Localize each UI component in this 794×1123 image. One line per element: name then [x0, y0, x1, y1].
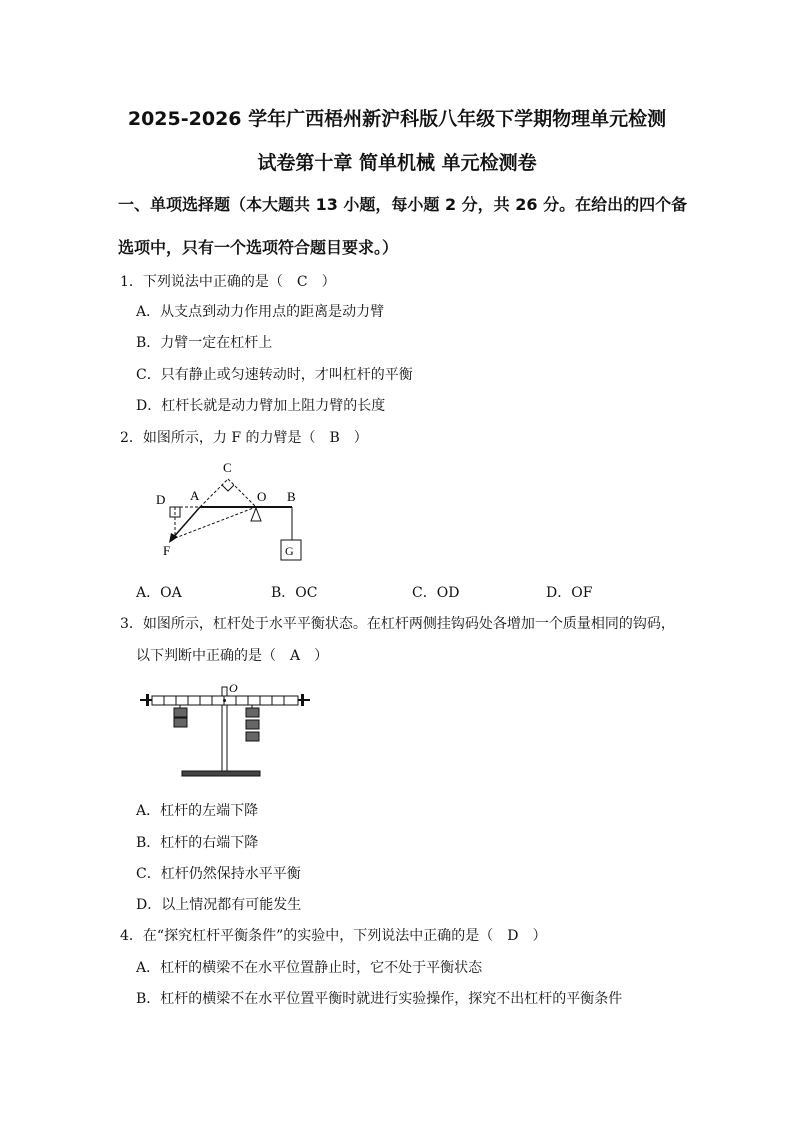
pivot-point	[223, 699, 226, 702]
label-b: B	[287, 489, 296, 504]
question-1-option-b: B．力臂一定在杠杆上	[136, 335, 273, 351]
question-1-option-a: A．从支点到动力作用点的距离是动力臂	[136, 304, 385, 320]
pivot-clip	[222, 687, 227, 696]
label-o: O	[257, 489, 267, 504]
right-weight-3	[246, 732, 259, 741]
question-1-stem: 1．下列说法中正确的是（ C ）	[120, 274, 336, 290]
page-title-line1: 2025-2026 学年广西梧州新沪科版八年级下学期物理单元检测	[127, 108, 667, 130]
question-3-option-d: D．以上情况都有可能发生	[136, 897, 302, 913]
question-2-option-c: C．OD	[412, 585, 460, 601]
question-1-option-d: D．杠杆长就是动力臂加上阻力臂的长度	[136, 398, 386, 414]
question-2-stem: 2．如图所示，力 F 的力臂是（ B ）	[120, 430, 368, 446]
rod-right-stop	[301, 694, 304, 706]
right-angle-mark-c	[222, 485, 234, 491]
arm-line-of	[170, 507, 256, 540]
right-weight-1	[246, 708, 259, 717]
question-2-option-a: A．OA	[136, 585, 182, 601]
left-weight-1	[174, 708, 187, 717]
question-1-option-c: C．只有静止或匀速转动时，才叫杠杆的平衡	[136, 367, 413, 383]
question-3-stem-line2: 以下判断中正确的是（ A ）	[136, 648, 329, 664]
rod-left-stop	[146, 694, 149, 706]
arm-line-co	[228, 479, 256, 507]
label-d: D	[156, 492, 166, 507]
label-f: F	[163, 543, 171, 558]
question-4-option-a: A．杠杆的横梁不在水平位置静止时，它不处于平衡状态	[136, 960, 483, 976]
label-a: A	[190, 488, 200, 503]
page-title-line2: 试卷第十章 简单机械 单元检测卷	[257, 152, 537, 174]
question-3-stem-line1: 3．如图所示，杠杆处于水平平衡状态。在杠杆两侧挂钩码处各增加一个质量相同的钩码，	[120, 616, 675, 632]
question-2-option-b: B．OC	[271, 585, 318, 601]
label-o: O	[229, 681, 238, 695]
stand-base	[182, 771, 260, 776]
arm-line-ac	[200, 479, 228, 507]
section-heading-line1: 一、单项选择题（本大题共 13 小题，每小题 2 分，共 26 分。在给出的四个备	[118, 195, 688, 214]
question-2-option-d: D．OF	[546, 585, 593, 601]
question-3-option-b: B．杠杆的右端下降	[136, 835, 259, 851]
stand-post	[222, 705, 227, 771]
fulcrum	[251, 508, 261, 521]
question-3-balance-figure	[138, 678, 318, 783]
question-4-stem: 4．在“探究杠杆平衡条件”的实验中，下列说法中正确的是（ D ）	[120, 928, 547, 944]
label-g: G	[285, 544, 294, 558]
question-3-option-a: A．杠杆的左端下降	[136, 803, 259, 819]
question-4-option-b: B．杠杆的横梁不在水平位置平衡时就进行实验操作，探究不出杠杆的平衡条件	[136, 991, 623, 1007]
question-3-option-c: C．杠杆仍然保持水平平衡	[136, 866, 301, 882]
left-weight-2	[174, 718, 187, 727]
right-weight-2	[246, 720, 259, 729]
section-heading-line2: 选项中，只有一个选项符合题目要求。）	[118, 238, 399, 257]
question-2-lever-figure	[150, 455, 320, 570]
label-c: C	[223, 460, 232, 475]
